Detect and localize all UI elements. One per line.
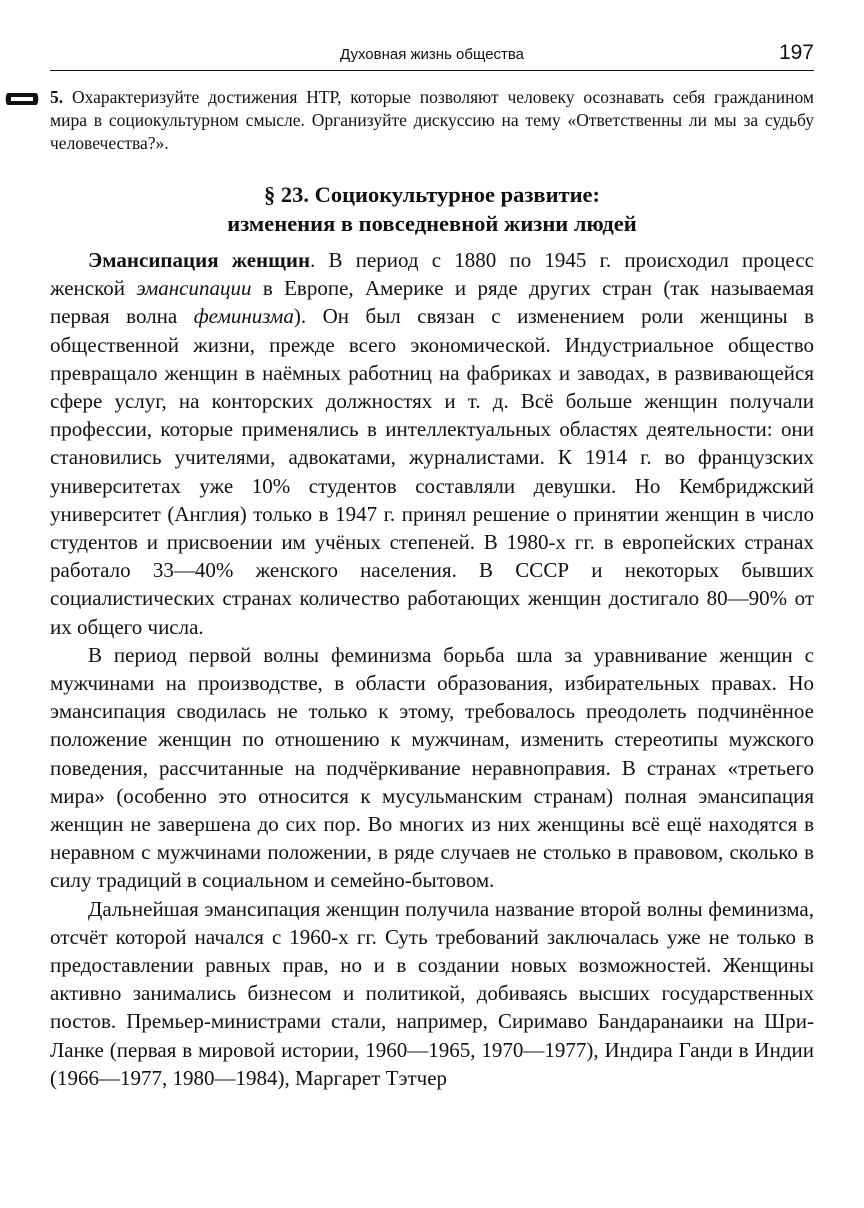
discussion-marker-icon [4, 92, 40, 106]
task-text: Охарактеризуйте достижения НТР, которые позволяют человеку осознавать себя гражданином мира в социокультурном смысле. Организуйте дискуссию на тему «Ответственны ли мы за судьбу человечества?». [50, 87, 815, 153]
term-emancipation: эмансипации [136, 276, 252, 301]
running-title: Духовная жизнь общества [339, 46, 525, 63]
body-text [50, 246, 814, 1092]
paragraph-1-text-c: ). Он был связан с изменением роли женщины в общественной жизни, прежде всего экономической. Индустриальное общество превращало женщин в наёмных работниц на фабриках и заводах, в развивающейся сфере услуг, на конторских должностях и т. д. Всё больше женщин получали профессии, которые применялись в интеллектуальных областях деятельности: они становились учителями, адвокатами, журналистами. К 1914 г. во французских университетах уже 10% студентов составляли девушки. Но Кембриджский университет (Англия) только в 1947 г. принял решение о принятии женщин в число студентов и присвоении им учёных степеней. В 1980-х гг. в европейских странах работало 33—40% женского населения. В СССР и некоторых бывших социалистических странах количество работающих женщин достигало 80—90% от их общего числа. [50, 304, 814, 639]
paragraph-2: В период первой волны феминизма борьба шла за уравнивание женщин с мужчинами на производстве, в области образования, избирательных правах. Но эмансипация сводилась не только к этому, требовалось преодолеть подчинённое положение женщин по отношению к мужчинам, изменить стереотипы мужского поведения, рассчитанные на подчёркивание неравноправия. В странах «третьего мира» (особенно это относится к мусульманским странам) полная эмансипация женщин не завершена до сих пор. Во многих из них женщины всё ещё находятся в неравном с мужчинами положении, в ряде случаев не столько в правовом, сколько в силу традиций в социальном и семейно-бытовом. [50, 642, 814, 893]
section-title-line-1: § 23. Социокультурное развитие: [263, 182, 601, 207]
paragraph-1-text-a: . В период с 1880 по 1945 г. происходил процесс женской [50, 248, 814, 301]
paragraph-lead-term: Эмансипация женщин [88, 248, 311, 272]
page-number: 197 [778, 41, 814, 64]
page-header [50, 40, 814, 71]
assignment-task [50, 86, 814, 155]
paragraph-3: Дальнейшая эмансипация женщин получила название второй волны феминизма, отсчёт которой начался с 1960-х гг. Суть требований заключалась уже не только в предоставлении равных прав, но и в создании новых возможностей. Женщины активно занимались бизнесом и политикой, добиваясь высших государственных постов. Премьер-министрами стали, например, Сиримаво Бандаранаики на Шри-Ланке (первая в мировой истории, 1960—1965, 1970—1977), Индира Ганди в Индии (1966—1977, 1980—1984), Маргарет Тэтчер [50, 896, 814, 1090]
paragraph-1-text-b: в Европе, Америке и ряде других стран (так называемая первая волна [50, 276, 814, 329]
task-number: 5. [50, 87, 64, 107]
section-title [50, 180, 814, 238]
term-feminism: феминизма [193, 304, 294, 329]
section-title-line-2: изменения в повседневной жизни людей [227, 211, 637, 236]
paragraph-1 [50, 246, 814, 641]
